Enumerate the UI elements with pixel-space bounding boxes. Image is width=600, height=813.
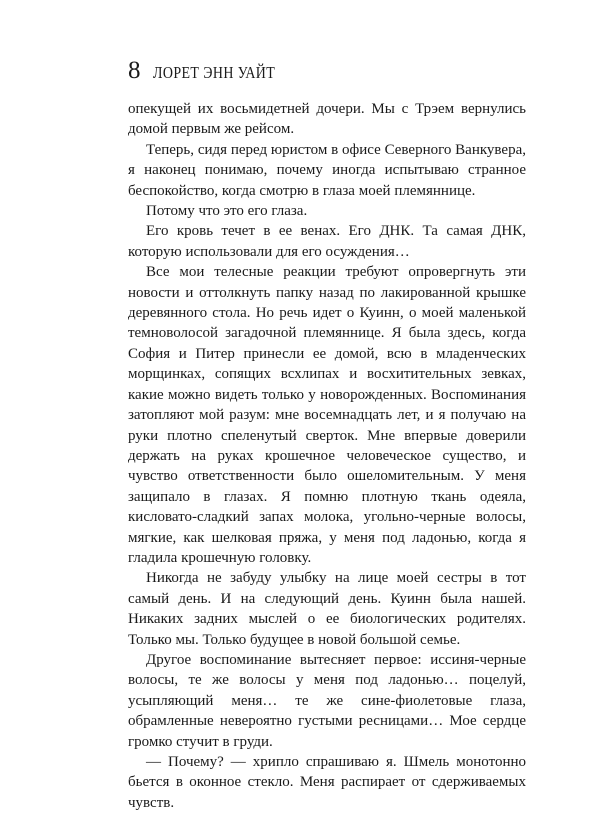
paragraph: — Почему? — хрипло спрашиваю я. Шмель монотонно бьется в оконное стекло. Меня распирает от сдерживаемых чувств. [128,754,526,811]
running-header [128,56,302,88]
running-title: ЛОРЕТ ЭНН УАЙТ [152,63,275,82]
paragraph: опекущей их восьмидетней дочери. Мы с Трэем вернулись домой первым же рейсом. [128,101,526,138]
paragraph: Его кровь течет в ее венах. Его ДНК. Та самая ДНК, которую использовали для его осуждения… [128,223,526,260]
paragraph: Теперь, сидя перед юристом в офисе Северного Ванкувера, я наконец понимаю, почему иногда испытываю странное беспокойство, когда смотрю в глаза моей племяннице. [128,141,526,199]
paragraph: Все мои телесные реакции требуют опровергнуть эти новости и оттолкнуть папку назад по лакированной крышке деревянного стола. Но речь идет о Куинн, о моей маленькой темноволосой загадочной племяннице. Я была здесь, когда София и Питер принесли ее домой, всю в младенческих морщинках, сопящих всхлипах и восхитительных зевках, какие можно видеть только у новорожденных. Воспоминания затопляют мой разум: мне восемнадцать лет, и я получаю на руки плотно спеленутый сверток. Мне впервые доверили держать на руках крошечное человеческое существо, и чувство ответственности было ошеломительным. У меня защипало в глазах. Я помню плотную ткань одеяла, кисловато-сладкий запах молока, угольно-черные волосы, мягкие, как шелковая пряжа, у меня под ладонью, когда я гладила крошечную головку. [128,264,526,566]
paragraph: Другое воспоминание вытесняет первое: иссиня-черные волосы, те же волосы у меня под ладонью… поцелуй, усыпляющий меня… те же сине-фиолетовые глаза, обрамленные невероятно густыми ресницами… Мое сердце громко стучит в груди. [128,651,526,750]
paragraph: Потому что это его глаза. [146,203,308,220]
paragraph: Никогда не забуду улыбку на лице моей сестры в тот самый день. И на следующий день. Куинн была нашей. Никаких задних мыслей о ее биологических родителях. Только мы. Только будущее в новой большой семье. [128,570,526,648]
page-number: 8 [128,57,141,84]
body-text [128,99,526,813]
